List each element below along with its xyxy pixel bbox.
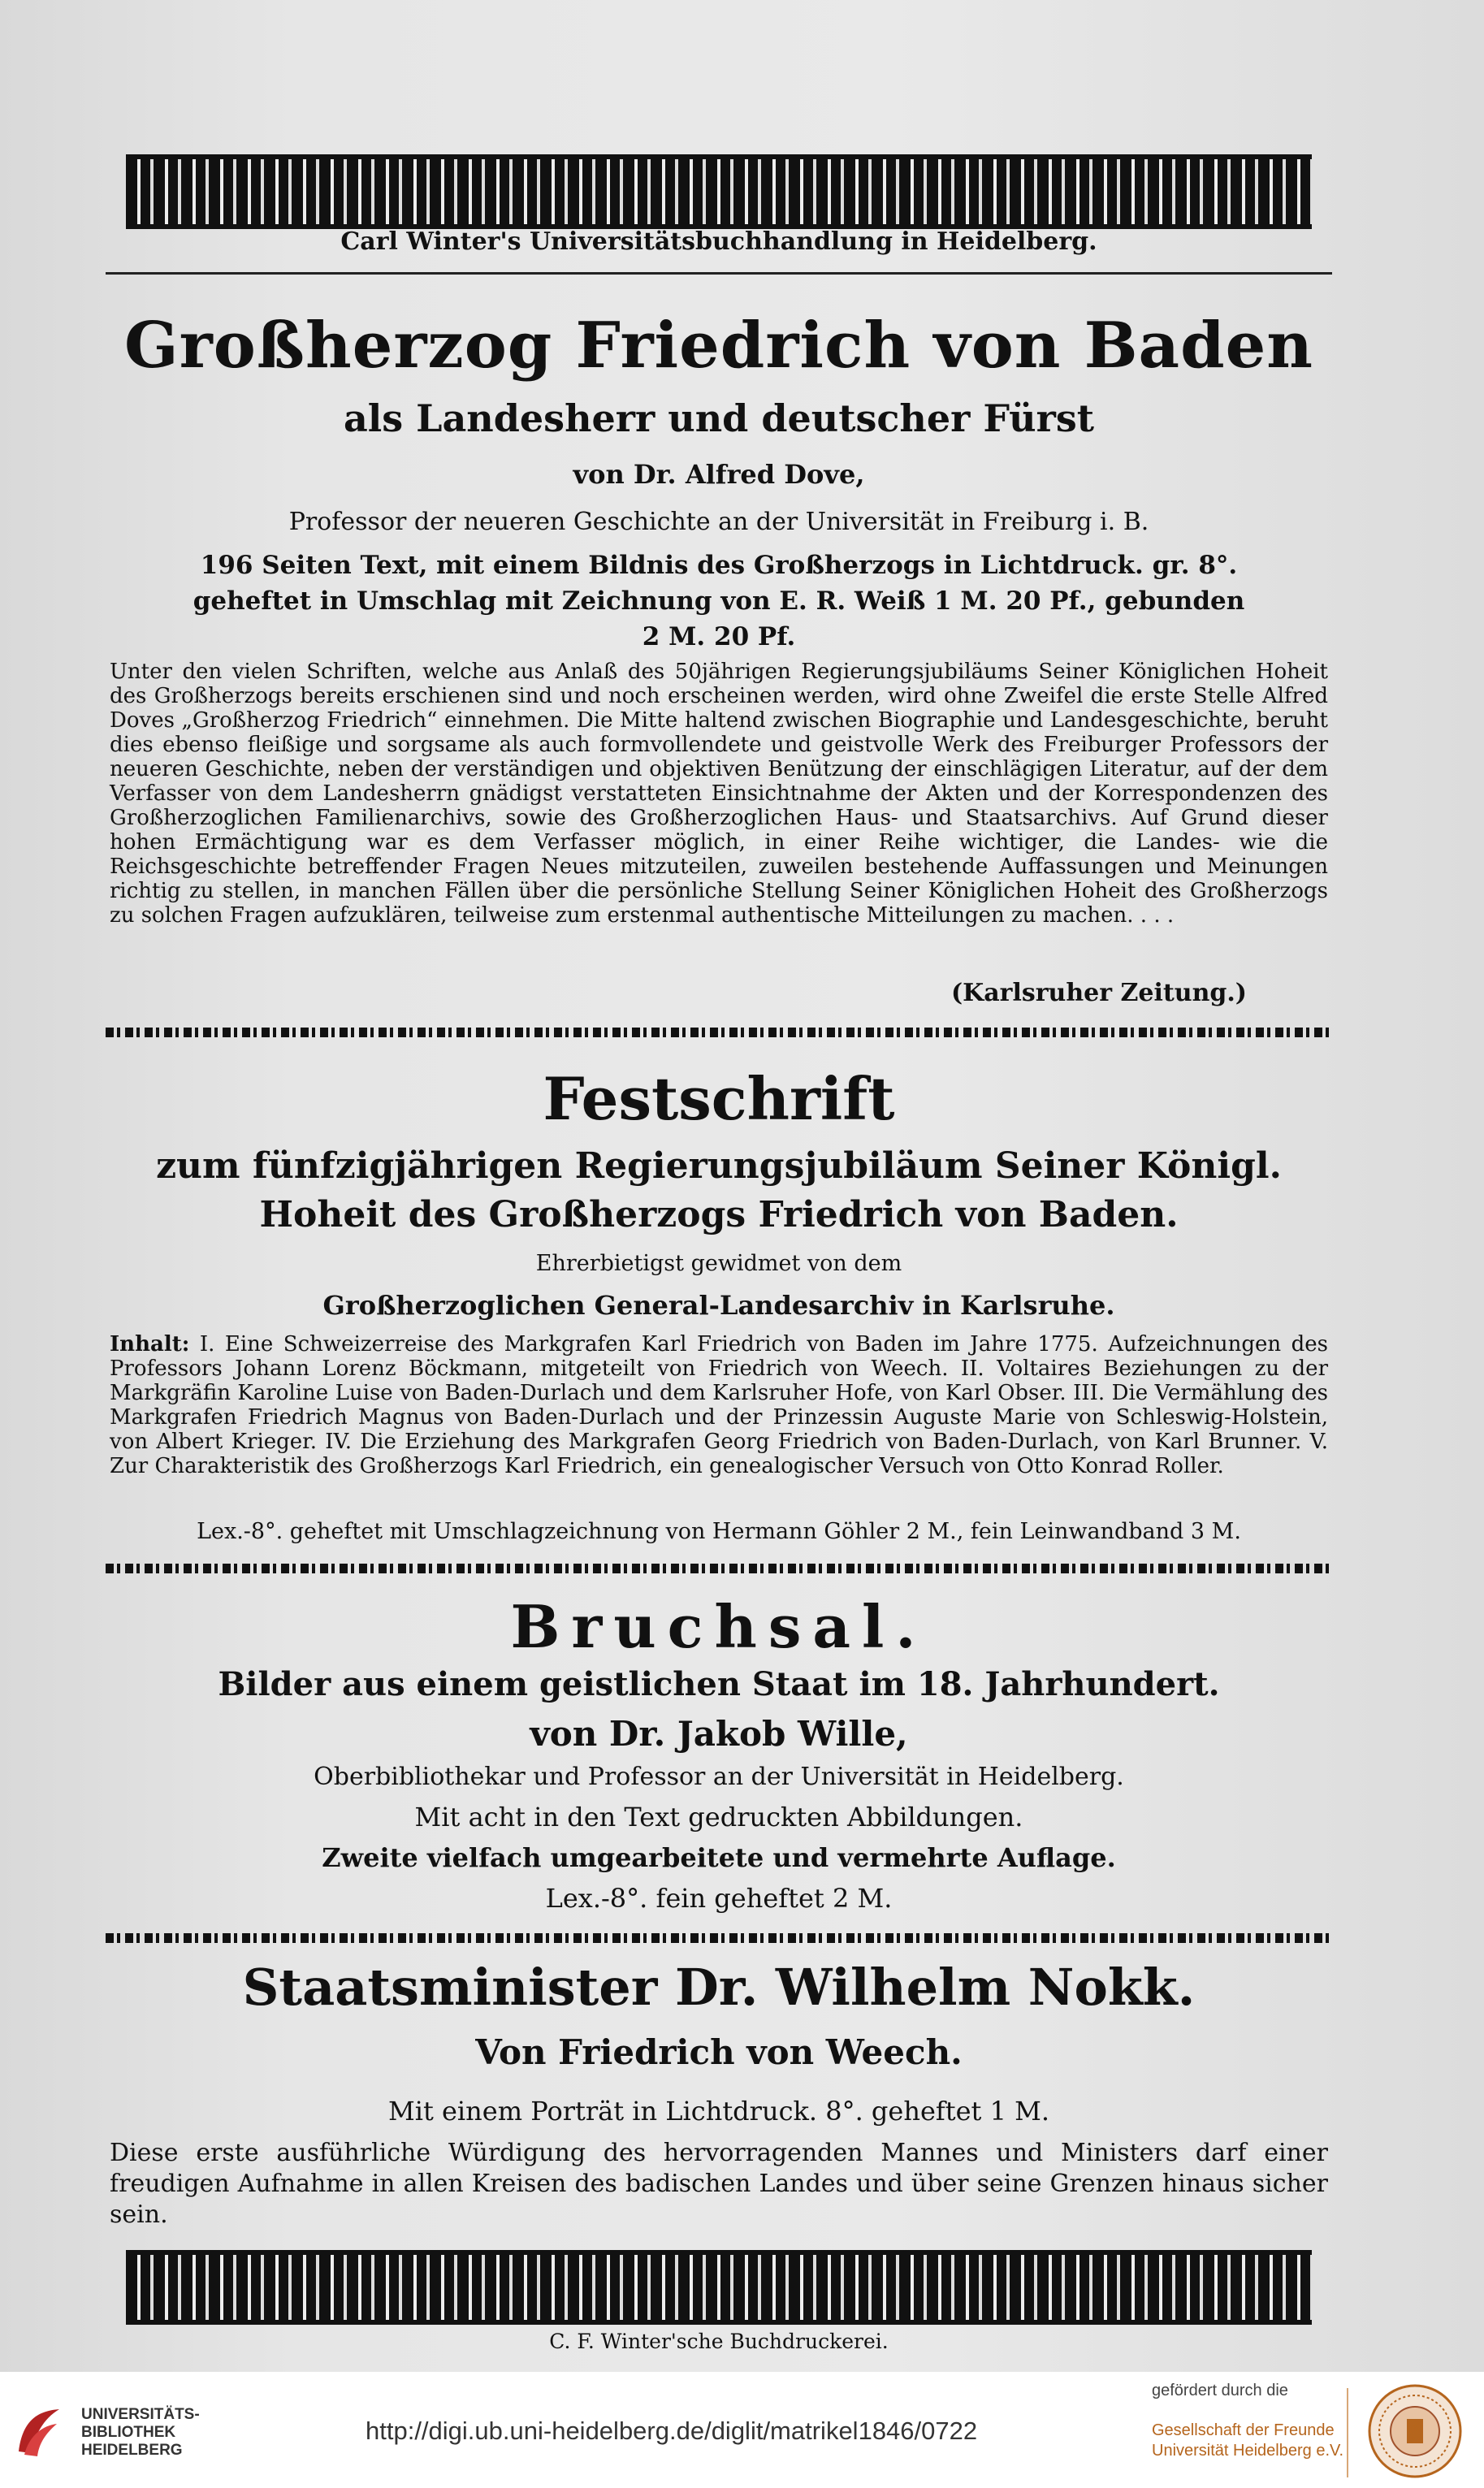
book1-subtitle: als Landesherr und deutscher Fürst: [343, 396, 1095, 440]
page-url-link[interactable]: http://digi.ub.uni-heidelberg.de/diglit/matrikel1846/0722: [366, 2417, 978, 2445]
book2-contents-label: Inhalt:: [110, 1332, 190, 1357]
bottom-ornament-band: [126, 2250, 1312, 2325]
book1-specs-2: geheftet in Umschlag mit Zeichnung von E. R. Weiß 1 M. 20 Pf., gebunden: [193, 586, 1245, 616]
top-ornament-band: [126, 154, 1312, 229]
book3-subtitle: Bilder aus einem geistlichen Staat im 18. Jahrhundert.: [218, 1665, 1220, 1703]
book3-author-role: Oberbibliothekar und Professor an der Universität in Heidelberg.: [314, 1763, 1124, 1791]
book4-title: Staatsminister Dr. Wilhelm Nokk.: [242, 1958, 1196, 2017]
sponsor-name: Gesellschaft der Freunde Universität Heidelberg e.V.: [1152, 2421, 1344, 2460]
header-rule: [106, 272, 1332, 275]
book2-dedication: Ehrerbietigst gewidmet von dem: [535, 1251, 902, 1276]
book1-review: Unter den vielen Schriften, welche aus Anlaß des 50jährigen Regierungsjubiläums Seiner Königlichen Hoheit des Großherzogs bereits erschienen sind und noch erscheinen werden, wird ohne Zweifel die erste Stelle Alfred Doves „Großherzog Friedrich“ einnehmen. Die Mitte haltend zwischen Biographie und Landesgeschichte, beruht dies ebenso fleißige und sorgsame als auch formvollendete und geistvolle Werk des Freiburger Professors der neueren Geschichte, neben der verständigen und objektiven Benützung der einschlägigen Literatur, auf der dem Verfasser von dem Landesherrn gnädigst verstatteten Einsichtnahme der Akten und der Korrespondenzen des Großherzoglichen Familienarchivs, sowie des Großherzoglichen Haus- und Staatsarchivs. Auf Grund dieser hohen Ermächtigung war es dem Verfasser möglich, in einer Reihe wichtiger, die Landes- wie die Reichsgeschichte betreffender Fragen Neues mitzuteilen, zuweilen bestehende Auffassungen und Meinungen richtig zu stellen, in manchen Fällen über die persönliche Stellung Seiner Königlichen Hoheit des Großherzogs zu solchen Fragen aufzuklären, teilweise zum erstenmal authentische Mitteilungen zu machen. . . .: [110, 660, 1328, 928]
book1-title: Großherzog Friedrich von Baden: [124, 309, 1313, 383]
book1-specs-3: 2 M. 20 Pf.: [642, 622, 796, 651]
digitization-footer: [0, 2372, 1484, 2488]
book1-specs-1: 196 Seiten Text, mit einem Bildnis des Großherzogs in Lichtdruck. gr. 8°.: [200, 551, 1238, 580]
book2-subtitle-1: zum fünfzigjährigen Regierungsjubiläum Seiner Königl.: [156, 1145, 1282, 1187]
book2-subtitle-2: Hoheit des Großherzogs Friedrich von Baden.: [259, 1194, 1179, 1235]
section-divider-3: [106, 1933, 1332, 1943]
sponsor-divider: [1347, 2388, 1348, 2477]
book2-contents-text: I. Eine Schweizerreise des Markgrafen Karl Friedrich von Baden im Jahre 1775. Aufzeichnungen des Professors Johann Lorenz Böckmann, mitgeteilt von Friedrich von Weech. II. Voltaires Beziehungen zu der Markgräfin Karoline Luise von Baden-Durlach und dem Karlsruher Hofe, von Karl Obser. III. Die Vermählung des Markgrafen Friedrich Magnus von Baden-Durlach und der Prinzessin Auguste Marie von Schleswig-Holstein, von Albert Krieger. IV. Die Erziehung des Markgrafen Georg Friedrich von Baden-Durlach, von Karl Brunner. V. Zur Charakteristik des Großherzogs Karl Friedrich, ein genealogischer Versuch von Otto Konrad Roller.: [110, 1332, 1328, 1478]
book3-author: von Dr. Jakob Wille,: [530, 1714, 908, 1754]
book1-author-role: Professor der neueren Geschichte an der Universität in Freiburg i. B.: [288, 508, 1149, 536]
book2-title: Festschrift: [543, 1064, 895, 1133]
book1-review-source: (Karlsruher Zeitung.): [950, 979, 1247, 1007]
book1-author: von Dr. Alfred Dove,: [573, 459, 865, 490]
book3-title: Bruchsal.: [510, 1592, 928, 1661]
book3-illustrations: Mit acht in den Text gedruckten Abbildungen.: [414, 1802, 1023, 1832]
book4-description: Diese erste ausführliche Würdigung des hervorragenden Mannes und Ministers darf einer freudigen Aufnahme in allen Kreisen des badischen Landes und über seine Grenzen hinaus sicher sein.: [110, 2139, 1328, 2229]
book4-specs: Mit einem Porträt in Lichtdruck. 8°. geheftet 1 M.: [387, 2096, 1050, 2127]
book3-price: Lex.-8°. fein geheftet 2 M.: [545, 1883, 893, 1914]
book4-author: Von Friedrich von Weech.: [475, 2032, 963, 2072]
library-logo-text: UNIVERSITÄTS- BIBLIOTHEK HEIDELBERG: [81, 2406, 200, 2459]
book3-edition: Zweite vielfach umgearbeitete und vermehrte Auflage.: [322, 1842, 1116, 1873]
book2-price: Lex.-8°. geheftet mit Umschlagzeichnung von Hermann Göhler 2 M., fein Leinwandband 3 M.: [197, 1519, 1241, 1544]
sponsor-label: gefördert durch die: [1152, 2382, 1288, 2399]
section-divider-1: [106, 1028, 1332, 1037]
publisher-header: Carl Winter's Universitätsbuchhandlung in Heidelberg.: [340, 227, 1097, 256]
book2-publisher: Großherzoglichen General-Landesarchiv in Karlsruhe.: [322, 1290, 1115, 1321]
university-seal-icon: [1367, 2383, 1463, 2479]
library-logo-icon: [15, 2403, 63, 2460]
section-divider-2: [106, 1564, 1332, 1573]
printer-imprint: C. F. Winter'sche Buchdruckerei.: [549, 2330, 889, 2353]
book2-contents: [110, 1332, 1328, 1478]
